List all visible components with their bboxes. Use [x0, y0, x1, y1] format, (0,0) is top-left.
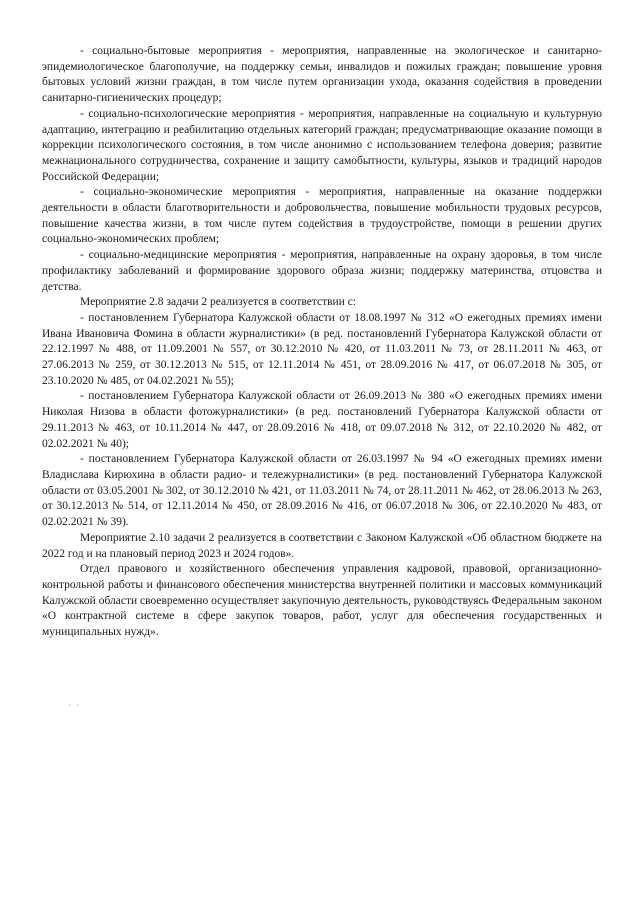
scan-speck: ·: [76, 700, 79, 710]
paragraph-fomin-award: - постановлением Губернатора Калужской области от 18.08.1997 № 312 «О ежегодных премиях имени Ивана Ивановича Фомина в области журналистики» (в ред. постановлений Губернатора Калужской области от 22.12.1997 № 488, от 11.09.2001 № 557, от 30.12.2010 № 420, от 11.03.2011 № 73, от 28.11.2011 № 463, от 27.06.2013 № 259, от 30.12.2013 № 515, от 12.11.2014 № 451, от 28.09.2016 № 417, от 06.07.2018 № 305, от 23.10.2020 № 485, от 04.02.2021 № 55);: [42, 311, 602, 387]
paragraph-measure-2-10: Мероприятие 2.10 задачи 2 реализуется в соответствии с Законом Калужской «Об областном бюджете на 2022 год и на плановый период 2023 и 2024 годов».: [42, 531, 602, 560]
paragraph-procurement-department: Отдел правового и хозяйственного обеспечения управления кадровой, правовой, организационно-контрольной работы и финансового обеспечения министерства внутренней политики и массовых коммуникаций Калужской области своевременно осуществляет закупочную деятельность, руководствуясь Федеральным законом «О контрактной системе в сфере закупок товаров, работ, услуг для обеспечения государственных и муниципальных нужд».: [42, 563, 602, 639]
paragraph-kiryukhin-award: - постановлением Губернатора Калужской области от 26.03.1997 № 94 «О ежегодных премиях имени Владислава Кирюхина в области радио- и тележурналистики» (в ред. постановлений Губернатора Калужской области от 03.05.2001 № 302, от 30.12.2010 № 421, от 11.03.2011 № 74, от 28.11.2011 № 462, от 28.06.2013 № 263, от 30.12.2013 № 514, от 12.11.2014 № 450, от 28.09.2016 № 416, от 06.07.2018 № 306, от 22.10.2020 № 483, от 02.02.2021 № 39).: [42, 453, 602, 529]
paragraph-nizov-award: - постановлением Губернатора Калужской области от 26.09.2013 № 380 «О ежегодных премиях имени Николая Низова в области фотожурналистики» (в ред. постановлений Губернатора Калужской области от 29.11.2013 № 463, от 10.11.2014 № 447, от 28.09.2016 № 418, от 09.07.2018 № 312, от 22.10.2020 № 482, от 02.02.2021 № 40);: [42, 390, 602, 450]
paragraph-social-medical: - социально-медицинские мероприятия - мероприятия, направленные на охрану здоровья, в том числе профилактику заболеваний и формирование здорового образа жизни; поддержку материнства, отцовства и детства.: [42, 249, 602, 293]
paragraph-social-psychological: - социально-психологические мероприятия - мероприятия, направленные на социальную и культурную адаптацию, интеграцию и реабилитацию отдельных категорий граждан; предусматривающие оказание помощи в коррекции психологического состояния, в том числе анонимно с использованием телефона доверия; развитие межнационального сотрудничества, сохранение и защиту самобытности, культуры, языков и традиций народов Российской Федерации;: [42, 107, 602, 183]
scan-speck: ·: [68, 700, 71, 710]
paragraph-social-economic: - социально-экономические мероприятия - мероприятия, направленные на оказание поддержки деятельности в области благотворительности и добровольчества, повышение мобильности трудовых ресурсов, повышение качества жизни, в том числе путем содействия в трудоустройстве, помощи в решении других социально-экономических проблем;: [42, 186, 602, 246]
paragraph-social-household: - социально-бытовые мероприятия - мероприятия, направленные на экологическое и санитарно-эпидемиологическое благополучие, на поддержку семьи, инвалидов и пожилых граждан; повышение уровня бытовых условий жизни граждан, в том числе путем организации ухода, оказания содействия в проведении санитарно-гигиенических процедур;: [42, 45, 602, 105]
document-body: [42, 44, 602, 641]
paragraph-measure-2-8: Мероприятие 2.8 задачи 2 реализуется в соответствии с:: [80, 296, 357, 309]
